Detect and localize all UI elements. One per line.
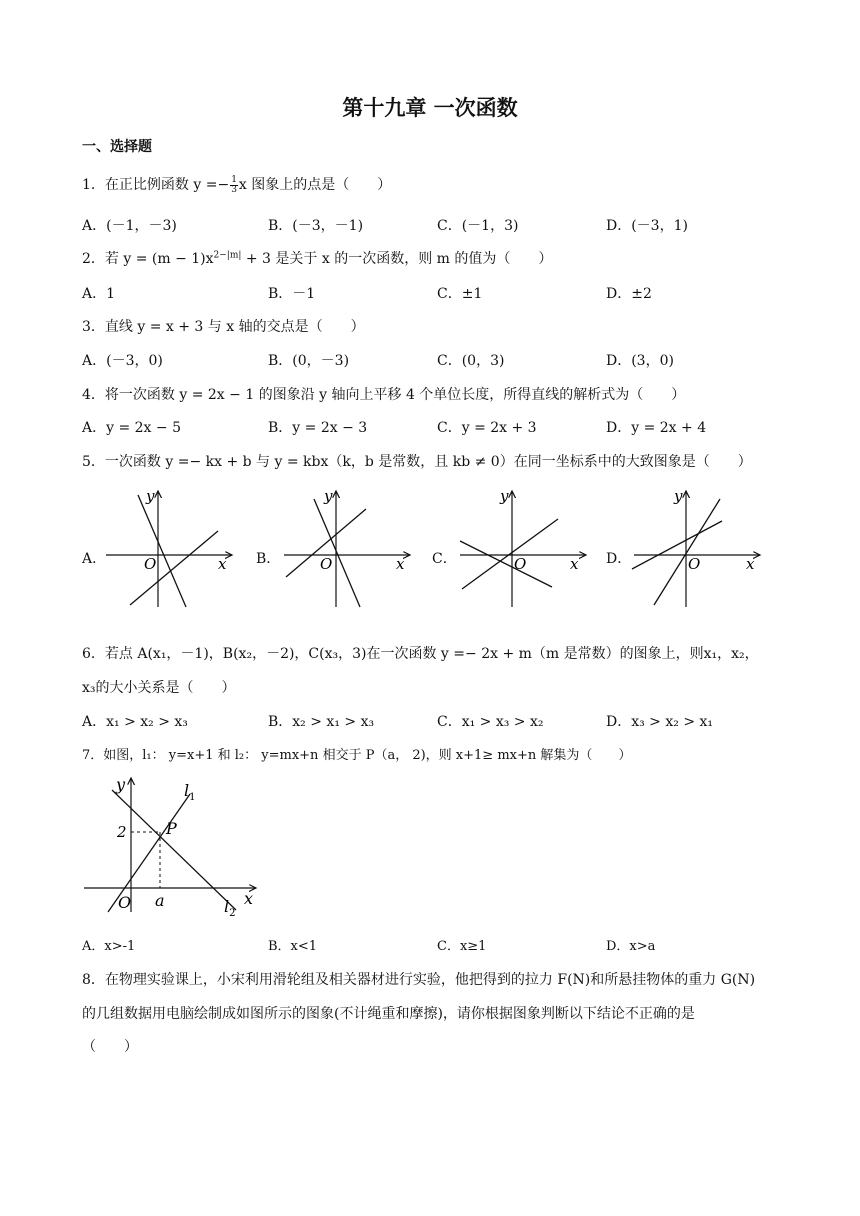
option-4b[interactable]: B．y = 2x − 3 <box>268 420 368 436</box>
x-label: x <box>244 889 254 908</box>
question-8-line1: 8．在物理实验课上，小宋利用滑轮组及相关器材进行实验，他把得到的拉力 F(N)和所悬挂物体的重力 G(N) <box>82 972 756 988</box>
x-label: x <box>218 555 227 573</box>
origin-label: O <box>144 555 157 573</box>
y-label: y <box>500 487 509 505</box>
origin-label: O <box>688 555 701 573</box>
fraction <box>230 176 238 195</box>
option-2b[interactable]: B．－1 <box>268 286 316 302</box>
option-1c[interactable]: C．(－1，3) <box>437 218 519 234</box>
option-7a[interactable]: A．x>-1 <box>82 939 136 954</box>
option-3d[interactable]: D．(3，0) <box>606 353 674 369</box>
option-5d[interactable]: D． <box>606 551 632 567</box>
graph-5d <box>628 485 768 610</box>
option-2a[interactable]: A．1 <box>82 286 116 302</box>
option-3c[interactable]: C．(0，3) <box>437 353 505 369</box>
y-label: y <box>146 487 155 505</box>
x-label: x <box>570 555 579 573</box>
option-7c[interactable]: C．x≥1 <box>437 939 487 954</box>
question-2-pre: 2．若 y = (m − 1)x <box>82 251 214 267</box>
option-2d[interactable]: D．±2 <box>606 286 652 302</box>
option-4d[interactable]: D．y = 2x + 4 <box>606 420 707 436</box>
y-label: y <box>674 487 683 505</box>
option-5c[interactable]: C． <box>432 551 457 567</box>
origin-label: O <box>320 555 333 573</box>
option-6b[interactable]: B．x₂ > x₁ > x₃ <box>268 714 375 730</box>
l1-label: $l_1$ <box>184 781 196 803</box>
line <box>138 495 186 607</box>
y-label: y <box>324 487 333 505</box>
question-3: 3．直线 y = x + 3 与 x 轴的交点是（ ） <box>82 319 365 335</box>
graph-5c <box>454 485 594 610</box>
x-label: x <box>746 555 755 573</box>
question-6-line2: x₃的大小关系是（ ） <box>82 680 236 696</box>
option-1a[interactable]: A．(－1，－3) <box>82 218 177 234</box>
option-3a[interactable]: A．(－3，0) <box>82 353 163 369</box>
question-1-post: x 图象上的点是（ ） <box>238 177 392 193</box>
question-2 <box>82 248 552 268</box>
option-2c[interactable]: C．±1 <box>437 286 483 302</box>
question-8-line2: 的几组数据用电脑绘制成如图所示的图象(不计绳重和摩擦)，请你根据图象判断以下结论不正确的是 <box>82 1006 695 1022</box>
graph-7 <box>80 772 265 922</box>
fraction-numerator: 1 <box>231 174 237 185</box>
graph-5a <box>100 485 240 610</box>
option-5a[interactable]: A． <box>82 551 107 567</box>
fraction-denominator: 3 <box>231 184 237 195</box>
line <box>632 521 722 569</box>
option-3b[interactable]: B．(0，－3) <box>268 353 350 369</box>
question-7: 7．如图，l₁： y=x+1 和 l₂： y=mx+n 相交于 P（a， 2)，则 x+1≥ mx+n 解集为（ ） <box>82 748 632 763</box>
question-8-line3: （ ） <box>82 1039 138 1055</box>
point-p-label: P <box>166 819 177 838</box>
question-5: 5．一次函数 y =− kx + b 与 y = kbx（k，b 是常数，且 kb ≠ 0）在同一坐标系中的大致图象是（ ） <box>82 454 752 470</box>
x-label: x <box>396 555 405 573</box>
option-6c[interactable]: C．x₁ > x₃ > x₂ <box>437 714 544 730</box>
option-4a[interactable]: A．y = 2x − 5 <box>82 420 181 436</box>
line <box>462 519 558 589</box>
section-heading: 一、选择题 <box>82 139 152 155</box>
question-4: 4．将一次函数 y = 2x − 1 的图象沿 y 轴向上平移 4 个单位长度，所得直线的解析式为（ ） <box>82 387 686 403</box>
option-6a[interactable]: A．x₁ > x₂ > x₃ <box>82 714 188 730</box>
origin-label: O <box>514 555 527 573</box>
l2-label: $l_2$ <box>224 897 236 919</box>
option-7d[interactable]: D．x>a <box>606 939 656 954</box>
graph-5b <box>278 485 418 610</box>
question-1 <box>82 174 391 195</box>
option-1b[interactable]: B．(－3，－1) <box>268 218 364 234</box>
option-7b[interactable]: B．x<1 <box>268 939 318 954</box>
option-5b[interactable]: B． <box>256 551 281 567</box>
question-1-pre: 1．在正比例函数 y =− <box>82 177 230 193</box>
page-title: 第十九章 一次函数 <box>342 96 518 120</box>
option-1d[interactable]: D．(－3，1) <box>606 218 688 234</box>
y-label: y <box>116 775 126 794</box>
origin-label: O <box>118 893 132 912</box>
value-2-label: 2 <box>117 823 127 841</box>
question-6-line1: 6．若点 A(x₁，－1)，B(x₂，－2)，C(x₃，3)在一次函数 y =− 2x + m（m 是常数）的图象上，则x₁，x₂， <box>82 646 759 662</box>
option-4c[interactable]: C．y = 2x + 3 <box>437 420 537 436</box>
a-label: a <box>155 891 165 910</box>
question-2-post: + 3 是关于 x 的一次函数，则 m 的值为（ ） <box>241 251 553 267</box>
option-6d[interactable]: D．x₃ > x₂ > x₁ <box>606 714 714 730</box>
line <box>314 499 360 607</box>
exponent: 2−|m| <box>213 250 242 261</box>
